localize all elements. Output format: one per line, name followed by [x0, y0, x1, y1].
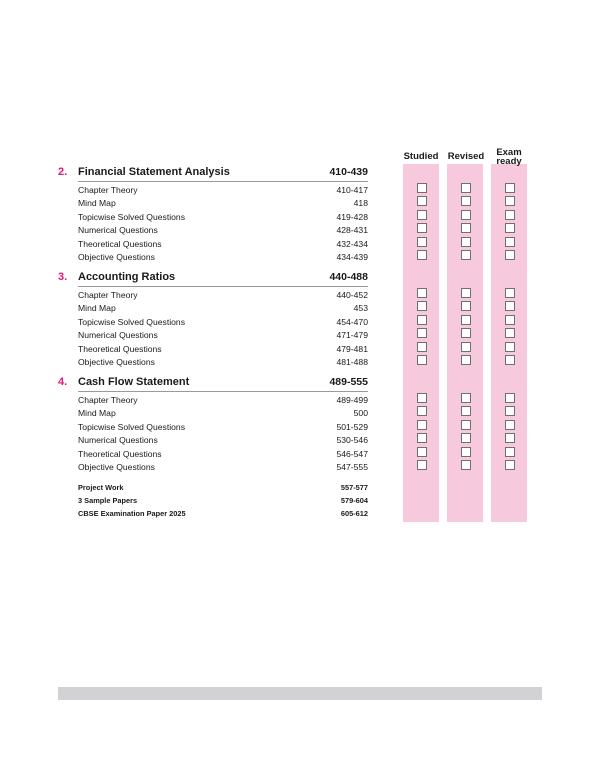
section-title: Financial Statement Analysis: [78, 166, 230, 178]
section-title: Cash Flow Statement: [78, 376, 190, 388]
toc-item-pages: 440-452: [336, 290, 368, 300]
toc-item-label: Mind Map: [78, 408, 116, 419]
studied-checkbox[interactable]: [417, 420, 427, 430]
revised-checkbox[interactable]: [461, 328, 471, 338]
toc-item-label: Objective Questions: [78, 251, 155, 262]
toc-item-label: Objective Questions: [78, 461, 155, 472]
toc-item-label: Theoretical Questions: [78, 448, 162, 459]
studied-checkbox[interactable]: [417, 342, 427, 352]
exam-ready-checkbox[interactable]: [505, 183, 515, 193]
revised-checkbox[interactable]: [461, 393, 471, 403]
toc-item-pages: 546-547: [336, 448, 368, 459]
toc-item-label: Numerical Questions: [78, 330, 158, 341]
revised-column-header: Revised: [447, 151, 485, 162]
toc-row: [58, 329, 368, 342]
toc-item-pages: 481-488: [336, 356, 368, 367]
revised-checkbox[interactable]: [461, 223, 471, 233]
section-divider: [78, 286, 368, 287]
toc-row: [58, 184, 368, 197]
exam-ready-checkbox[interactable]: [505, 237, 515, 247]
exam-ready-checkbox[interactable]: [505, 196, 515, 206]
studied-checkbox[interactable]: [417, 433, 427, 443]
toc-extra-sample-papers: [78, 495, 368, 507]
studied-checkbox[interactable]: [417, 355, 427, 365]
toc-item-pages: 419-428: [336, 211, 368, 222]
section-heading: [58, 166, 368, 182]
revised-checkbox[interactable]: [461, 301, 471, 311]
revised-checkbox[interactable]: [461, 237, 471, 247]
exam-ready-checkbox[interactable]: [505, 393, 515, 403]
toc-row: [58, 251, 368, 264]
exam-ready-checkbox[interactable]: [505, 433, 515, 443]
exam-ready-checkbox[interactable]: [505, 420, 515, 430]
studied-checkbox[interactable]: [417, 315, 427, 325]
toc-item-pages: 432-434: [336, 238, 368, 249]
toc-item-pages: 479-481: [336, 343, 368, 354]
revised-checkbox[interactable]: [461, 183, 471, 193]
toc-item-pages: 454-470: [336, 316, 368, 327]
section-pages: 440-488: [329, 271, 368, 283]
revised-checkbox[interactable]: [461, 315, 471, 325]
exam-ready-checkbox[interactable]: [505, 288, 515, 298]
toc-row: [58, 343, 368, 356]
toc-item-label: Chapter Theory: [78, 395, 138, 405]
toc-item-label: Mind Map: [78, 303, 116, 314]
section-pages: 410-439: [329, 166, 368, 178]
toc-row: [58, 394, 368, 407]
toc-row: [58, 211, 368, 224]
toc-item-pages: 428-431: [336, 225, 368, 236]
footer-bar: [58, 687, 542, 700]
toc-item-pages: 501-529: [336, 421, 368, 432]
revised-checkbox[interactable]: [461, 406, 471, 416]
studied-column-header: Studied: [403, 151, 439, 162]
toc-item-pages: 547-555: [336, 461, 368, 472]
exam-ready-checkbox[interactable]: [505, 447, 515, 457]
toc-item-pages: 410-417: [336, 185, 368, 195]
studied-checkbox[interactable]: [417, 393, 427, 403]
studied-checkbox[interactable]: [417, 447, 427, 457]
toc-row: [58, 421, 368, 434]
toc-row: [58, 224, 368, 237]
toc-item-label: Objective Questions: [78, 356, 155, 367]
toc-item-label: Chapter Theory: [78, 185, 138, 195]
toc-item-label: Topicwise Solved Questions: [78, 421, 185, 432]
toc-row: [58, 356, 368, 369]
toc-item-pages: 453: [353, 303, 368, 314]
exam-ready-checkbox[interactable]: [505, 342, 515, 352]
exam-ready-checkbox[interactable]: [505, 355, 515, 365]
section-heading: [58, 271, 368, 287]
extra-label: CBSE Examination Paper 2025: [78, 509, 186, 518]
toc-item-label: Theoretical Questions: [78, 343, 162, 354]
studied-checkbox[interactable]: [417, 196, 427, 206]
studied-checkbox[interactable]: [417, 288, 427, 298]
toc-row: [58, 197, 368, 210]
toc-item-label: Chapter Theory: [78, 290, 138, 300]
section-divider: [78, 391, 368, 392]
toc-item-pages: 500: [353, 408, 368, 419]
section-financial-statement-analysis: [58, 166, 368, 264]
exam-ready-checkbox[interactable]: [505, 328, 515, 338]
studied-checkbox[interactable]: [417, 237, 427, 247]
section-accounting-ratios: [58, 271, 368, 369]
studied-checkbox[interactable]: [417, 183, 427, 193]
studied-checkbox[interactable]: [417, 210, 427, 220]
toc-item-pages: 530-546: [336, 435, 368, 446]
revised-checkbox[interactable]: [461, 250, 471, 260]
toc-item-label: Mind Map: [78, 198, 116, 209]
revised-checkbox[interactable]: [461, 460, 471, 470]
revised-checkbox[interactable]: [461, 355, 471, 365]
exam-ready-checkbox[interactable]: [505, 315, 515, 325]
toc-row: [58, 289, 368, 302]
toc-item-label: Numerical Questions: [78, 435, 158, 446]
section-heading: [58, 376, 368, 392]
exam-ready-checkbox[interactable]: [505, 250, 515, 260]
studied-checkbox[interactable]: [417, 460, 427, 470]
toc-row: [58, 302, 368, 315]
section-cash-flow-statement: [58, 376, 368, 474]
extra-label: Project Work: [78, 483, 124, 492]
revised-checkbox[interactable]: [461, 288, 471, 298]
toc-row: [58, 407, 368, 420]
toc-item-label: Topicwise Solved Questions: [78, 316, 185, 327]
toc-item-label: Numerical Questions: [78, 225, 158, 236]
section-number: 4.: [58, 376, 68, 388]
extra-pages: 605-612: [340, 509, 368, 518]
toc-item-label: Topicwise Solved Questions: [78, 211, 185, 222]
revised-checkbox[interactable]: [461, 447, 471, 457]
toc-row: [58, 434, 368, 447]
exam-ready-header-line1: Exam: [496, 147, 522, 158]
exam-ready-checkbox[interactable]: [505, 210, 515, 220]
toc-item-pages: 471-479: [336, 330, 368, 341]
exam-ready-checkbox[interactable]: [505, 460, 515, 470]
studied-checkbox[interactable]: [417, 301, 427, 311]
exam-ready-header-line2: ready: [496, 156, 522, 167]
revised-checkbox[interactable]: [461, 433, 471, 443]
section-pages: 489-555: [329, 376, 368, 388]
toc-row: [58, 316, 368, 329]
revised-checkbox[interactable]: [461, 196, 471, 206]
toc-item-pages: 489-499: [336, 395, 368, 405]
extra-pages: 579-604: [340, 496, 368, 505]
exam-ready-checkbox[interactable]: [505, 223, 515, 233]
studied-checkbox[interactable]: [417, 406, 427, 416]
revised-checkbox[interactable]: [461, 420, 471, 430]
studied-checkbox[interactable]: [417, 250, 427, 260]
toc-row: [58, 448, 368, 461]
revised-checkbox[interactable]: [461, 210, 471, 220]
toc-extra-cbse-paper: [78, 508, 368, 520]
revised-checkbox[interactable]: [461, 342, 471, 352]
toc-item-label: Theoretical Questions: [78, 238, 162, 249]
extra-pages: 557-577: [340, 483, 368, 492]
exam-ready-checkbox[interactable]: [505, 406, 515, 416]
section-divider: [78, 181, 368, 182]
exam-ready-checkbox[interactable]: [505, 301, 515, 311]
section-number: 3.: [58, 271, 68, 283]
toc-row: [58, 461, 368, 474]
toc-extra-project-work: [78, 482, 368, 494]
section-number: 2.: [58, 166, 68, 178]
extra-label: 3 Sample Papers: [78, 496, 138, 505]
section-title: Accounting Ratios: [78, 271, 176, 283]
toc-item-pages: 434-439: [336, 251, 368, 262]
toc-row: [58, 238, 368, 251]
studied-checkbox[interactable]: [417, 328, 427, 338]
studied-checkbox[interactable]: [417, 223, 427, 233]
toc-item-pages: 418: [353, 198, 368, 209]
exam-ready-column-header: [487, 148, 531, 166]
